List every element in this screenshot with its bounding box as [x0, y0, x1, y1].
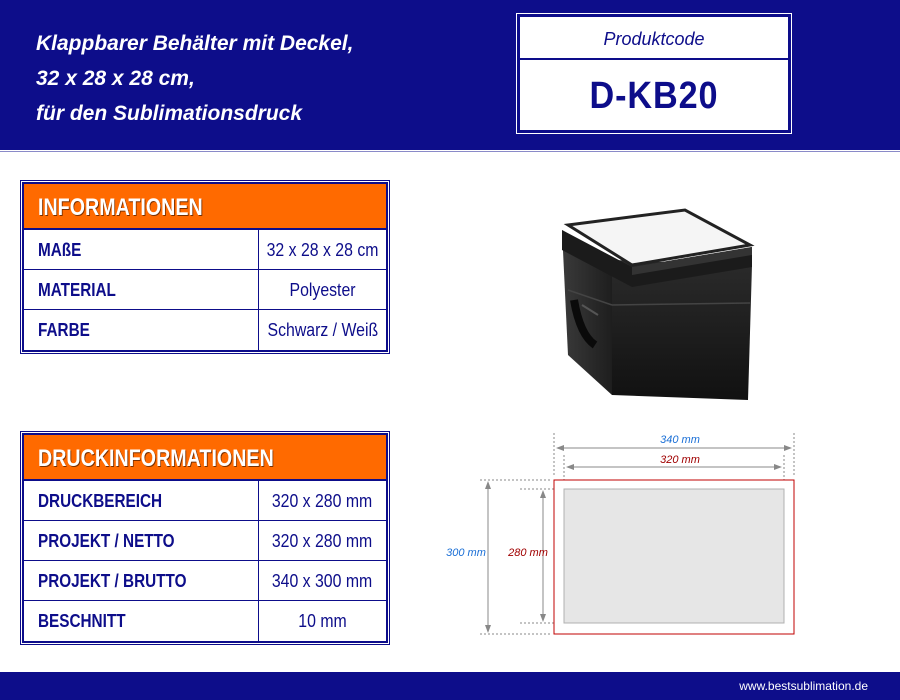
title-line-3: für den Sublimationsdruck: [36, 102, 303, 125]
row-key: MAßE: [24, 230, 259, 269]
row-value: 32 x 28 x 28 cm: [266, 240, 379, 260]
product-title: [36, 26, 353, 131]
info-table: [22, 182, 388, 352]
row-key: DRUCKBEREICH: [24, 481, 259, 520]
table-row: [24, 270, 386, 310]
footer-bar: [0, 672, 900, 700]
table-row: [24, 481, 386, 521]
title-line-1: Klappbarer Behälter mit Deckel,: [36, 32, 354, 55]
row-value: 320 x 280 mm: [272, 491, 373, 511]
product-code-label: Produktcode: [520, 17, 788, 60]
row-key: PROJEKT / BRUTTO: [24, 561, 259, 600]
arrow-head: [485, 625, 491, 633]
row-value: Polyester: [289, 280, 356, 300]
arrow-head: [540, 614, 546, 622]
row-key: FARBE: [24, 310, 259, 350]
row-key: PROJEKT / NETTO: [24, 521, 259, 560]
arrow-head: [784, 445, 792, 451]
print-table-heading: DRUCKINFORMATIONEN: [24, 435, 386, 481]
title-line-2: 32 x 28 x 28 cm,: [36, 67, 195, 90]
arrow-head: [556, 445, 564, 451]
row-value: 10 mm: [298, 611, 347, 631]
table-row: [24, 601, 386, 641]
website-url[interactable]: www.bestsublimation.de: [739, 679, 868, 693]
arrow-head: [774, 464, 782, 470]
table-row: [24, 310, 386, 350]
header-divider: [0, 148, 900, 150]
product-image: [560, 205, 780, 400]
arrow-head: [485, 481, 491, 489]
header-divider-light: [0, 151, 900, 152]
inner-width-label: 320 mm: [660, 454, 700, 466]
row-key: MATERIAL: [24, 270, 259, 309]
table-row: [24, 230, 386, 270]
product-code-box: [518, 15, 790, 132]
table-row: [24, 521, 386, 561]
row-key: BESCHNITT: [24, 601, 259, 641]
row-value: Schwarz / Weiß: [267, 320, 378, 340]
info-table-heading: INFORMATIONEN: [24, 184, 386, 230]
inner-height-label: 280 mm: [508, 547, 548, 559]
print-area-rect: [564, 489, 784, 623]
outer-width-label: 340 mm: [660, 434, 700, 446]
row-value: 320 x 280 mm: [272, 531, 373, 551]
row-value: 340 x 300 mm: [272, 571, 373, 591]
product-code-value: D-KB20: [589, 75, 719, 117]
arrow-head: [566, 464, 574, 470]
table-row: [24, 561, 386, 601]
arrow-head: [540, 490, 546, 498]
print-info-table: [22, 433, 388, 643]
outer-height-label: 300 mm: [446, 547, 486, 559]
print-area-diagram: [430, 425, 810, 645]
